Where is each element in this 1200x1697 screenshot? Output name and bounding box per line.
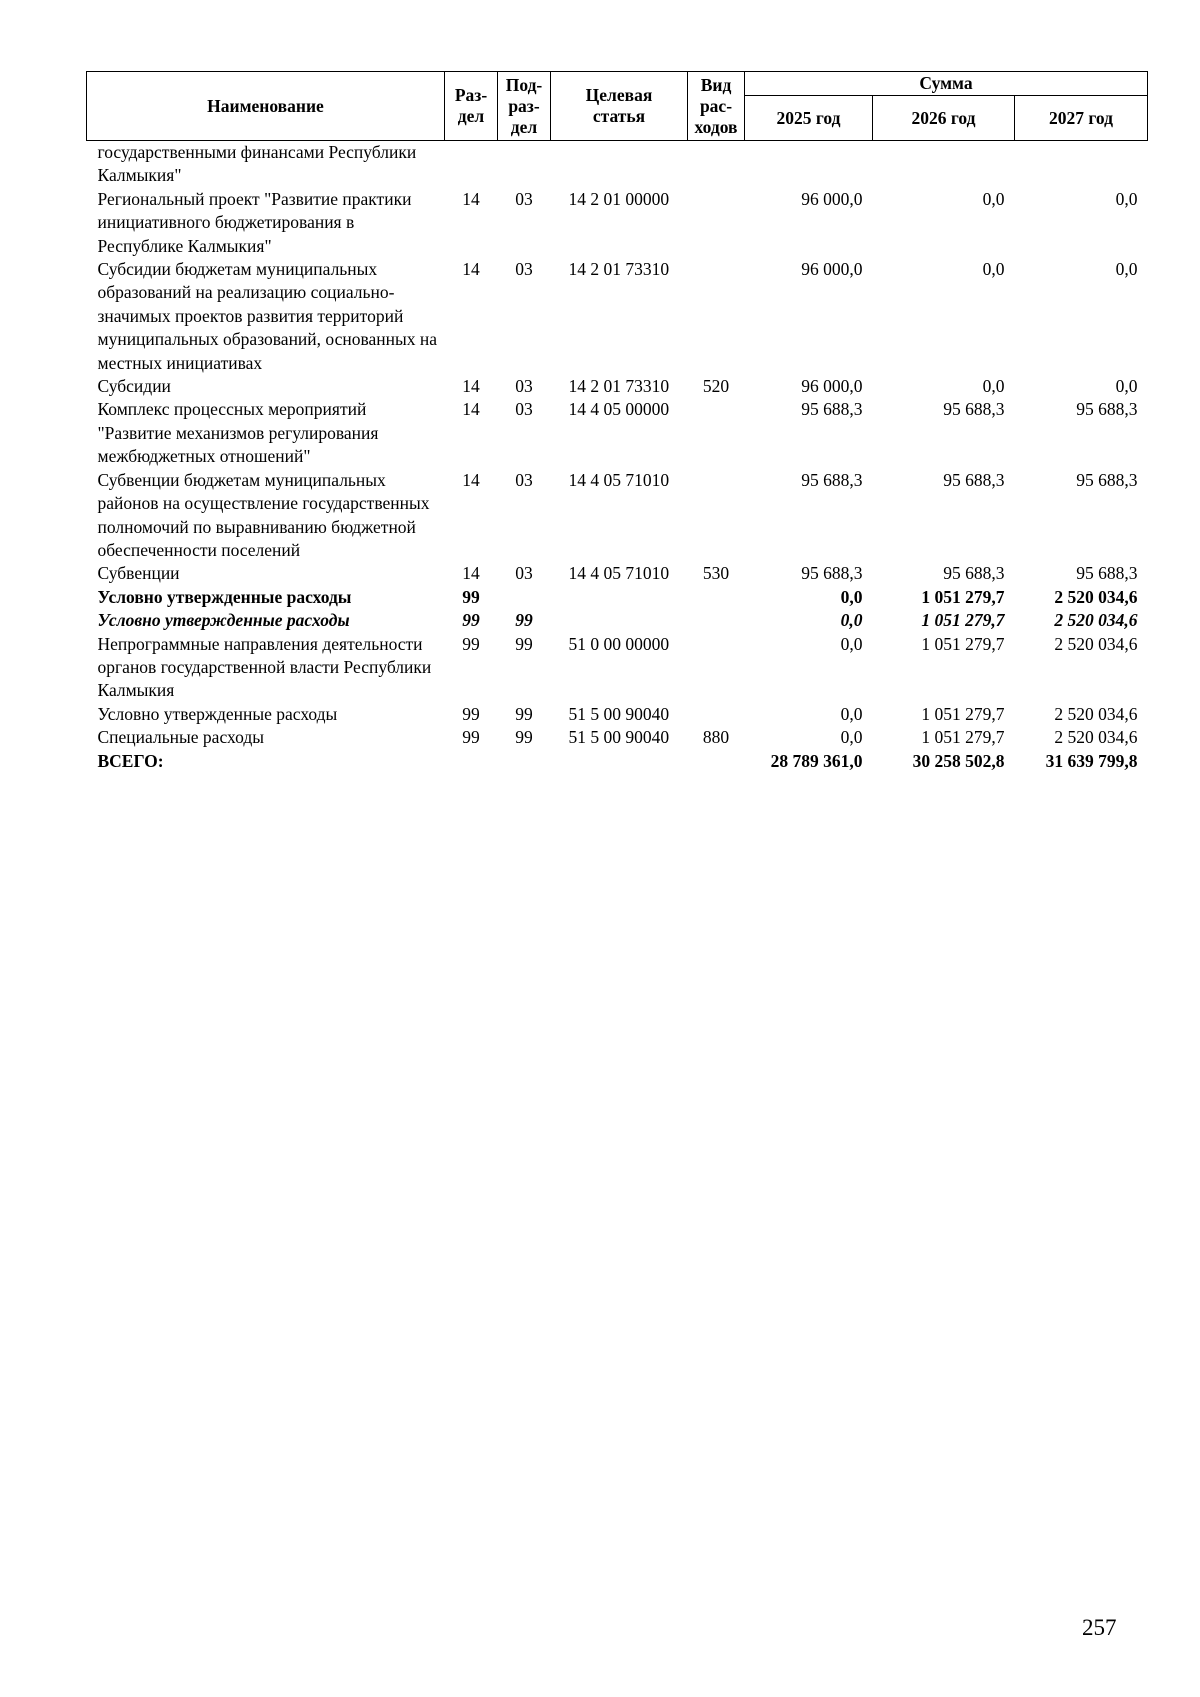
row-podrazdel <box>498 586 551 609</box>
row-statya: 14 2 01 73310 <box>568 376 670 397</box>
header-summa <box>745 72 1148 96</box>
row-y2025: 95 688,3 <box>801 469 863 490</box>
row-y2027: 95 688,3 <box>1076 563 1138 584</box>
table-header <box>87 72 1148 141</box>
row-y2025: 28 789 361,0 <box>770 750 863 771</box>
row-y2027: 2 520 034,6 <box>1054 586 1138 607</box>
row-y2026: 95 688,3 <box>943 399 1005 420</box>
row-statya: 14 4 05 71010 <box>568 563 670 584</box>
row-razdel: 14 <box>462 399 480 420</box>
row-statya <box>551 141 688 188</box>
table-row <box>87 398 1148 468</box>
header-razdel: Раз- дел <box>445 72 498 141</box>
row-name: государственными финансами Республики Калмыкия" <box>97 142 417 186</box>
row-y2026: 1 051 279,7 <box>921 727 1005 748</box>
row-y2026: 1 051 279,7 <box>921 703 1005 724</box>
row-podrazdel: 03 <box>515 376 533 397</box>
row-y2027: 31 639 799,8 <box>1045 750 1138 771</box>
header-summa-label: Сумма <box>919 73 973 93</box>
row-podrazdel: 03 <box>515 563 533 584</box>
row-razdel <box>445 141 498 188</box>
row-y2026: 0,0 <box>982 188 1005 209</box>
row-razdel: 14 <box>462 259 480 280</box>
row-y2026: 95 688,3 <box>943 563 1005 584</box>
row-statya: 14 4 05 00000 <box>568 399 670 420</box>
row-y2026: 1 051 279,7 <box>921 586 1005 607</box>
row-razdel <box>445 750 498 773</box>
row-name: Условно утвержденные расходы <box>97 586 352 607</box>
row-vid <box>688 633 745 703</box>
row-name: Непрограммные направления деятельности органов государственной власти Республики Калмыкия <box>97 633 432 701</box>
row-y2026: 1 051 279,7 <box>921 610 1005 631</box>
table-row <box>87 726 1148 749</box>
row-podrazdel <box>498 750 551 773</box>
row-vid <box>688 258 745 375</box>
table-row <box>87 141 1148 188</box>
row-y2025: 96 000,0 <box>801 188 863 209</box>
header-podrazdel: Под- раз- дел <box>498 72 551 141</box>
row-vid: 530 <box>702 563 730 584</box>
table-row <box>87 586 1148 609</box>
row-statya: 51 0 00 00000 <box>568 633 670 654</box>
header-name <box>87 72 445 141</box>
header-y2027 <box>1015 96 1148 141</box>
header-y2026-label: 2026 год <box>911 107 976 128</box>
row-razdel: 99 <box>462 703 480 724</box>
header-statya: Целевая статья <box>551 72 688 141</box>
table-row <box>87 609 1148 632</box>
row-y2027: 2 520 034,6 <box>1054 633 1138 654</box>
table-row <box>87 703 1148 726</box>
row-name: Субсидии <box>97 376 171 397</box>
row-razdel: 14 <box>462 188 480 209</box>
row-razdel: 14 <box>462 563 480 584</box>
row-y2025: 0,0 <box>840 703 863 724</box>
row-y2026: 0,0 <box>982 376 1005 397</box>
row-name: Региональный проект "Развитие практики инициативного бюджетирования в Республике Калмыкия" <box>97 188 412 256</box>
row-podrazdel: 03 <box>515 188 533 209</box>
row-statya: 14 4 05 71010 <box>568 469 670 490</box>
budget-table <box>86 71 1148 773</box>
row-y2026: 0,0 <box>982 259 1005 280</box>
row-razdel: 99 <box>462 727 480 748</box>
header-y2025-label: 2025 год <box>776 107 841 128</box>
row-statya: 14 2 01 00000 <box>568 188 670 209</box>
row-y2025: 0,0 <box>840 586 863 607</box>
row-statya: 51 5 00 90040 <box>568 703 670 724</box>
header-y2026 <box>873 96 1015 141</box>
row-y2027: 95 688,3 <box>1076 469 1138 490</box>
page-number: 257 <box>1082 1615 1117 1640</box>
row-y2027: 0,0 <box>1115 376 1138 397</box>
row-y2026 <box>873 141 1015 188</box>
row-statya: 51 5 00 90040 <box>568 727 670 748</box>
row-vid: 520 <box>702 376 730 397</box>
row-razdel: 99 <box>462 586 480 607</box>
row-name: Условно утвержденные расходы <box>97 703 338 724</box>
table-row <box>87 469 1148 563</box>
row-y2027 <box>1015 141 1148 188</box>
row-podrazdel <box>498 141 551 188</box>
row-vid <box>688 141 745 188</box>
row-podrazdel: 99 <box>515 633 533 654</box>
row-y2025: 0,0 <box>840 727 863 748</box>
row-y2025: 0,0 <box>840 633 863 654</box>
row-y2027: 0,0 <box>1115 259 1138 280</box>
row-y2027: 2 520 034,6 <box>1054 703 1138 724</box>
header-y2027-label: 2027 год <box>1049 107 1113 128</box>
row-podrazdel: 99 <box>515 610 533 631</box>
table-row <box>87 258 1148 375</box>
table-row-total <box>87 750 1148 773</box>
row-name: Субвенции бюджетам муниципальных районов на осуществление государственных полномочий по выравниванию бюджетной обеспеченности поселений <box>97 469 430 560</box>
row-y2027: 2 520 034,6 <box>1054 727 1138 748</box>
row-vid <box>688 609 745 632</box>
row-statya <box>551 609 688 632</box>
row-y2026: 1 051 279,7 <box>921 633 1005 654</box>
row-vid <box>688 586 745 609</box>
row-podrazdel: 03 <box>515 399 533 420</box>
row-name: Субвенции <box>97 563 180 584</box>
row-razdel: 99 <box>462 610 480 631</box>
table-row <box>87 562 1148 585</box>
row-vid: 880 <box>702 727 730 748</box>
row-name: Условно утвержденные расходы <box>97 610 350 631</box>
row-name: Специальные расходы <box>97 727 264 748</box>
row-podrazdel: 03 <box>515 469 533 490</box>
table-row <box>87 188 1148 258</box>
row-razdel: 99 <box>462 633 480 654</box>
row-y2026: 95 688,3 <box>943 469 1005 490</box>
row-y2025: 96 000,0 <box>801 376 863 397</box>
row-statya <box>551 750 688 773</box>
row-y2027: 0,0 <box>1115 188 1138 209</box>
table-row <box>87 375 1148 398</box>
row-vid <box>688 750 745 773</box>
row-podrazdel: 99 <box>515 727 533 748</box>
row-statya <box>551 586 688 609</box>
header-name-label: Наименование <box>207 95 324 116</box>
row-name: Комплекс процессных мероприятий "Развитие механизмов регулирования межбюджетных отношений" <box>97 399 379 467</box>
row-y2027: 2 520 034,6 <box>1054 610 1138 631</box>
row-statya: 14 2 01 73310 <box>568 259 670 280</box>
row-name: Субсидии бюджетам муниципальных образований на реализацию социально-значимых проектов развития территорий муниципальных образований, основанных на местных инициативах <box>97 259 438 373</box>
row-name: ВСЕГО: <box>97 750 164 771</box>
row-podrazdel: 03 <box>515 259 533 280</box>
row-y2025 <box>745 141 873 188</box>
row-podrazdel: 99 <box>515 703 533 724</box>
row-vid <box>688 398 745 468</box>
table-row <box>87 633 1148 703</box>
row-vid <box>688 469 745 563</box>
header-y2025 <box>745 96 873 141</box>
row-razdel: 14 <box>462 469 480 490</box>
row-y2027: 95 688,3 <box>1076 399 1138 420</box>
row-vid <box>688 188 745 258</box>
row-y2025: 0,0 <box>840 610 863 631</box>
row-y2026: 30 258 502,8 <box>912 750 1005 771</box>
row-y2025: 96 000,0 <box>801 259 863 280</box>
table-body <box>87 141 1148 773</box>
row-y2025: 95 688,3 <box>801 399 863 420</box>
row-razdel: 14 <box>462 376 480 397</box>
header-vid: Вид рас- ходов <box>688 72 745 141</box>
row-y2025: 95 688,3 <box>801 563 863 584</box>
row-vid <box>688 703 745 726</box>
